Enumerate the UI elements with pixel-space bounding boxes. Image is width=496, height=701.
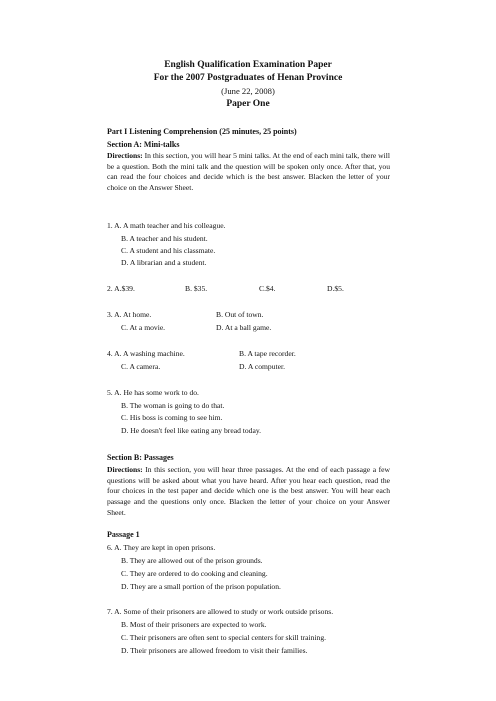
q6-option-c: C. They are ordered to do cooking and cleaning. — [121, 569, 268, 578]
directions-label: Directions: — [107, 465, 143, 474]
q2-option-d: D.$5. — [327, 284, 344, 293]
doc-title: English Qualification Examination Paper — [164, 60, 332, 70]
q1-option-b: B. A teacher and his student. — [121, 234, 208, 243]
directions-text: In this section, you will hear 5 mini talks. At the end of each mini talk, there will be a question. Both the mini talk and the question will be spoken only once. After that, you can read the four choices and decide which is the best answer. Blacken the letter of your choice on the Answer Sheet. — [107, 151, 390, 193]
sectionA-title: Section A: Mini-talks — [107, 140, 180, 149]
q6-option-b: B. They are allowed out of the prison grounds. — [121, 556, 263, 565]
q4-option-b: B. A tape recorder. — [239, 349, 296, 358]
q3-option-d: D. At a ball game. — [216, 323, 272, 332]
q2-option-c: C.$4. — [259, 284, 276, 293]
q1-option-c: C. A student and his classmate. — [121, 246, 216, 255]
sectionA-directions — [107, 151, 390, 194]
q3-option-c: C. At a movie. — [121, 323, 166, 332]
directions-label: Directions: — [107, 151, 143, 160]
passage1-label: Passage 1 — [107, 530, 140, 539]
q5-option-b: B. The woman is going to do that. — [121, 401, 225, 410]
q3-option-a: 3. A. At home. — [107, 310, 152, 319]
doc-date: (June 22, 2008) — [221, 86, 275, 96]
q1-option-d: D. A librarian and a student. — [121, 258, 207, 267]
q3-option-b: B. Out of town. — [216, 310, 264, 319]
q7-option-a: 7. A. Some of their prisoners are allowed to study or work outside prisons. — [107, 607, 334, 616]
doc-subtitle: For the 2007 Postgraduates of Henan Province — [153, 73, 343, 83]
q5-option-c: C. His boss is coming to see him. — [121, 413, 223, 422]
part1-title: Part I Listening Comprehension (25 minutes, 25 points) — [107, 127, 297, 136]
q5-option-a: 5. A. He has some work to do. — [107, 388, 199, 397]
q2-option-b: B. $35. — [185, 284, 208, 293]
q7-option-c: C. Their prisoners are often sent to special centers for skill training. — [121, 633, 327, 642]
paper-label: Paper One — [226, 99, 270, 109]
q6-option-a: 6. A. They are kept in open prisons. — [107, 543, 216, 552]
q7-option-d: D. Their prisoners are allowed freedom to visit their families. — [121, 646, 308, 655]
q5-option-d: D. He doesn't feel like eating any bread today. — [121, 426, 262, 435]
directions-text: In this section, you will hear three passages. At the end of each passage a few questions will be asked about what you have heard. After you hear each question, read the four choices in the test paper and decide which one is the best answer. You will hear each passage and the questions only once. Blacken the letter of your choice on your Answer Sheet. — [107, 465, 390, 517]
q7-option-b: B. Most of their prisoners are expected to work. — [121, 620, 267, 629]
sectionB-directions — [107, 465, 390, 519]
sectionB-title: Section B: Passages — [107, 453, 174, 462]
q6-option-d: D. They are a small portion of the prison population. — [121, 582, 281, 591]
q4-option-a: 4. A. A washing machine. — [107, 349, 185, 358]
q1-option-a: 1. A. A math teacher and his colleague. — [107, 221, 226, 230]
q2-option-a: 2. A.$39. — [107, 284, 135, 293]
q4-option-c: C. A camera. — [121, 362, 161, 371]
q4-option-d: D. A computer. — [239, 362, 285, 371]
